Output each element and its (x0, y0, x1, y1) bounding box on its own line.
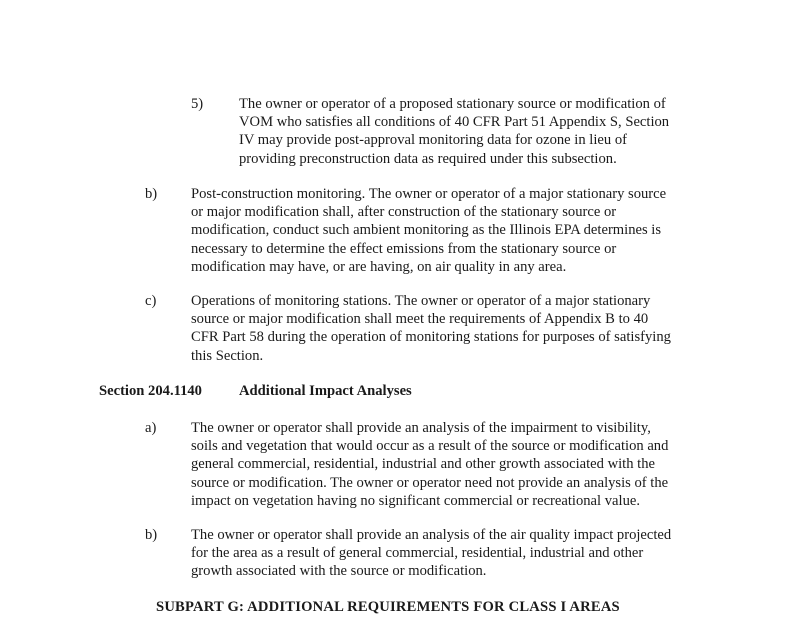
paragraph-text (191, 526, 671, 581)
text-line: The owner or operator shall provide an analysis of the impairment to visibility, (191, 420, 651, 436)
text-line: CFR Part 58 during the operation of monitoring stations for purposes of satisfying (191, 329, 671, 346)
text-line: this Section. (191, 347, 264, 364)
paragraph-number: c) (145, 293, 157, 309)
section-title: Additional Impact Analyses (239, 383, 412, 399)
paragraph-text (191, 419, 668, 510)
paragraph-c-monitoring-stations (145, 292, 671, 365)
text-line: Operations of monitoring stations. The owner or operator of a major stationary (191, 293, 651, 309)
text-line: or major modification shall, after construction of the stationary source or (191, 204, 617, 221)
text-line: VOM who satisfies all conditions of 40 CFR Part 51 Appendix S, Section (239, 114, 670, 131)
text-line: necessary to determine the effect emissions from the stationary source or (191, 240, 617, 257)
text-line: modification, conduct such ambient monitoring as the Illinois EPA determines is (191, 222, 662, 239)
text-line: Post-construction monitoring. The owner or operator of a major stationary source (191, 186, 667, 202)
paragraph-5 (191, 95, 669, 168)
text-line: soils and vegetation that would occur as a result of the source or modification and (191, 438, 669, 455)
paragraph-number: 5) (191, 96, 204, 112)
text-line: providing preconstruction data as required under this subsection. (239, 150, 617, 167)
text-line: source or major modification shall meet the requirements of Appendix B to 40 (191, 311, 649, 328)
paragraph-a-impairment-analysis (145, 419, 668, 510)
paragraph-number: a) (145, 420, 157, 436)
paragraph-text (239, 95, 669, 168)
text-line: The owner or operator shall provide an analysis of the air quality impact projected (191, 527, 672, 543)
text-line: source or modification. The owner or operator need not provide an analysis of the (191, 474, 669, 491)
paragraph-b-air-quality-impact (145, 526, 671, 581)
text-line: modification may have, or are having, on air quality in any area. (191, 258, 567, 275)
paragraph-text (191, 292, 671, 365)
text-line: impact on vegetation having no significant commercial or recreational value. (191, 492, 640, 509)
text-line: general commercial, residential, industrial and other growth associated with the (191, 456, 656, 473)
section-number: Section 204.1140 (99, 383, 202, 399)
paragraph-b-post-construction (145, 185, 666, 276)
section-heading (99, 382, 412, 400)
subpart-heading: SUBPART G: ADDITIONAL REQUIREMENTS FOR CLASS I AREAS (156, 599, 620, 615)
text-line: The owner or operator of a proposed stationary source or modification of (239, 96, 666, 112)
paragraph-number: b) (145, 186, 158, 202)
text-line: for the area as a result of general commercial, residential, industrial and other (191, 545, 644, 562)
paragraph-number: b) (145, 527, 158, 543)
paragraph-text (191, 185, 666, 276)
text-line: IV may provide post-approval monitoring data for ozone in lieu of (239, 132, 627, 149)
text-line: growth associated with the source or modification. (191, 563, 487, 580)
